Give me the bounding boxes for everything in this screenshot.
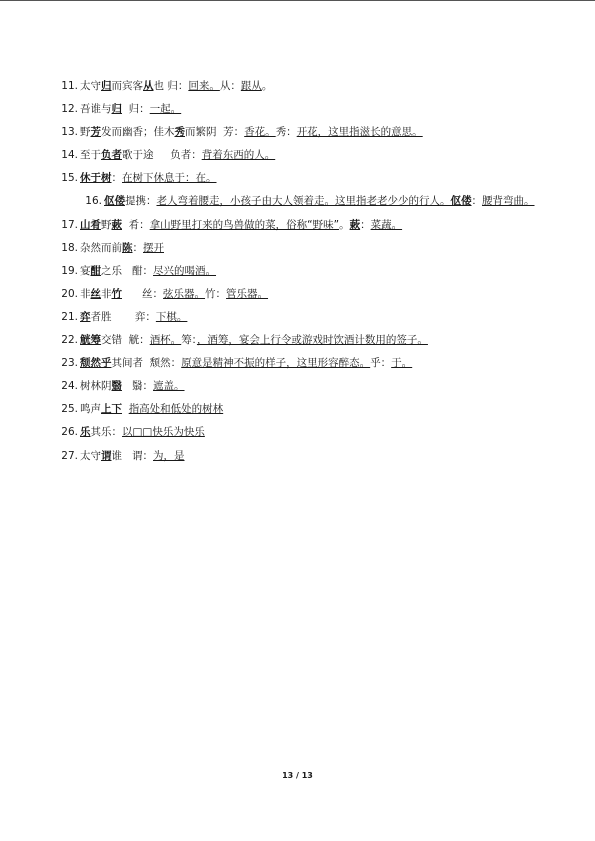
item-number: 23.	[61, 357, 78, 370]
item-number: 25.	[61, 403, 78, 416]
definition: 弦乐器。	[163, 287, 206, 300]
list-item	[54, 449, 538, 463]
keyword: 伛偻	[104, 195, 125, 208]
keyword: 归	[101, 80, 112, 92]
source-text: 之乐 酣：	[101, 264, 154, 277]
keyword: 翳	[111, 380, 122, 393]
definition: 于。	[391, 357, 413, 370]
keyword: 上下	[101, 403, 122, 416]
item-number: 12.	[61, 103, 78, 116]
source-text: 丝：	[122, 287, 164, 300]
source-text: 竹：	[205, 287, 227, 300]
keyword: 乐	[80, 426, 91, 439]
definition: 一起。	[149, 103, 182, 116]
definition: 开花，这里指滋长的意思。	[296, 126, 423, 139]
source-text: 吾谁与	[80, 103, 112, 116]
keyword: 山肴	[80, 218, 101, 231]
list-item	[54, 218, 538, 232]
keyword: 蔌	[111, 218, 122, 231]
item-number: 21.	[61, 310, 78, 323]
keyword: 芳	[90, 126, 101, 139]
item-number: 19.	[61, 264, 78, 277]
source-text: 发而幽香；佳木	[101, 126, 175, 139]
source-text: 非	[80, 287, 91, 300]
source-text: 歌于途 负者：	[122, 149, 202, 162]
source-text	[122, 403, 129, 415]
definition: 老人弯着腰走，小孩子由大人领着走。这里指老老少少的行人。	[156, 195, 451, 208]
definition: 遮盖。	[153, 380, 185, 393]
keyword: 谓	[101, 449, 112, 462]
item-number: 14.	[61, 149, 78, 162]
list-item	[54, 287, 538, 301]
page-top-rule	[0, 0, 595, 1]
item-number: 13.	[61, 126, 78, 139]
source-text: 从：	[219, 80, 241, 92]
source-text: 杂然而前	[80, 241, 122, 254]
item-number: 16.	[85, 195, 102, 208]
source-text: 谁 谓：	[111, 449, 154, 462]
source-text: ：	[360, 218, 371, 231]
keyword: 觥筹	[80, 334, 101, 347]
keyword: 颓然乎	[80, 357, 112, 370]
source-text: ：	[111, 172, 122, 185]
definition: 在。	[195, 172, 217, 185]
list-item	[54, 402, 538, 416]
definition: 香花。	[244, 126, 276, 139]
source-text: 而宾客	[111, 80, 143, 92]
list-item	[54, 333, 538, 347]
source-text: 归：	[122, 103, 150, 116]
list-item	[54, 264, 538, 278]
definition: 在树下休息于：	[122, 172, 196, 185]
list-item	[54, 241, 538, 255]
definition: 菜蔬。	[370, 218, 403, 231]
list-item	[54, 425, 538, 439]
keyword: 秀	[174, 126, 185, 139]
keyword: 伛偻	[450, 195, 472, 208]
source-text: 鸣声	[80, 403, 101, 416]
definition: 下棋。	[155, 310, 188, 323]
source-text: 乎：	[370, 357, 392, 370]
definition: 酒杯。	[149, 334, 182, 347]
definition: 尽兴的喝酒。	[153, 264, 217, 277]
keyword: 丝	[90, 287, 101, 300]
definition: 原意是精神不振的样子，这里形容醉态。	[181, 357, 371, 370]
source-text: 太守	[80, 449, 101, 462]
source-text: 野	[101, 218, 112, 231]
keyword: 陈	[122, 241, 133, 254]
keyword: 蔌	[349, 218, 361, 231]
keyword: 竹	[111, 287, 122, 300]
source-text: 宴	[80, 264, 91, 277]
definition: 为，是	[153, 449, 185, 462]
list-item	[54, 79, 538, 93]
source-text: ：	[132, 241, 143, 254]
page-number: 13 / 13	[282, 771, 313, 780]
list-item	[54, 125, 538, 139]
item-number: 11.	[61, 80, 78, 92]
item-number: 17.	[61, 218, 78, 231]
source-text: 野	[80, 126, 91, 139]
keyword: 从	[143, 80, 154, 92]
item-number: 22.	[61, 334, 78, 347]
definition: 摆开	[143, 241, 164, 254]
source-text: 其乐：	[90, 426, 122, 439]
source-text: 。	[339, 218, 350, 231]
definition: 腰背弯曲。	[482, 195, 535, 208]
item-number: 20.	[61, 287, 78, 300]
definition: 指高处和低处的树林	[128, 403, 224, 416]
definition: 拿山野里打来的鸟兽做的菜，俗称“野味”	[149, 218, 340, 231]
source-text: 翳：	[122, 380, 154, 393]
definition: 管乐器。	[226, 287, 269, 300]
source-text: 提携：	[125, 195, 157, 208]
source-text: 肴：	[122, 218, 150, 231]
source-text: 秀：	[275, 126, 297, 139]
source-text: 。	[261, 80, 273, 92]
source-text: 树林阴	[80, 380, 112, 393]
list-item	[54, 310, 538, 324]
definition: 回来。	[188, 80, 220, 92]
item-number: 27.	[61, 449, 78, 462]
definition: ，酒筹，宴会上行令或游戏时饮酒计数用的签子。	[196, 334, 428, 347]
item-number: 26.	[61, 426, 78, 439]
keyword: 酣	[90, 264, 101, 277]
keyword: 负者	[101, 149, 122, 162]
source-text: ：	[471, 195, 482, 208]
source-text: 其间者 颓然：	[111, 357, 182, 370]
source-text: 也 归：	[153, 80, 189, 92]
keyword: 弈	[80, 310, 91, 323]
annotation-list	[54, 79, 538, 472]
definition: 跟从	[240, 80, 262, 92]
keyword: 休于树	[80, 172, 112, 185]
definition: 以□□快乐为快乐	[122, 426, 205, 439]
source-text: 非	[101, 287, 112, 300]
list-item	[54, 171, 538, 185]
list-item	[54, 356, 538, 370]
list-item	[54, 194, 538, 208]
list-item	[54, 379, 538, 393]
source-text: 者胜 弈：	[90, 310, 156, 323]
source-text: 交错 觥：	[101, 334, 150, 347]
item-number: 15.	[61, 172, 78, 185]
keyword: 归	[111, 103, 122, 116]
item-number: 24.	[61, 380, 78, 393]
definition: 背着东西的人。	[201, 149, 276, 162]
list-item	[54, 102, 538, 116]
list-item	[54, 148, 538, 162]
source-text: 太守	[80, 80, 101, 92]
item-number: 18.	[61, 241, 78, 254]
source-text: 而繁阴 芳：	[185, 126, 245, 139]
source-text: 至于	[80, 149, 101, 162]
source-text: 筹：	[181, 334, 197, 347]
